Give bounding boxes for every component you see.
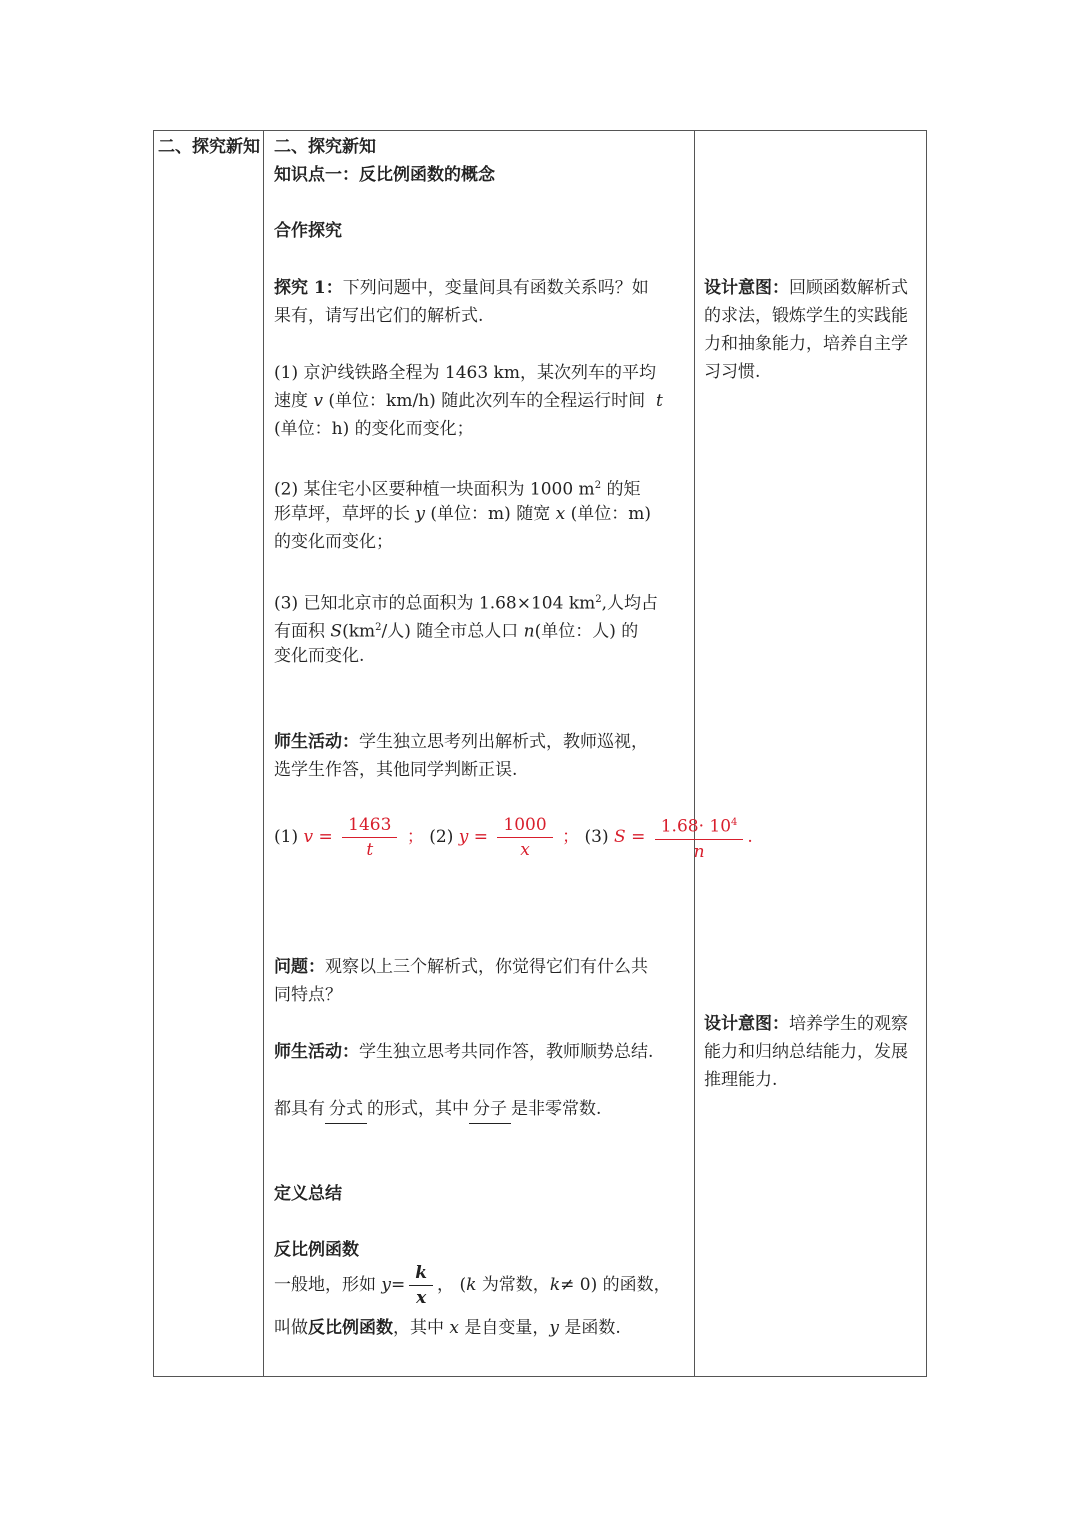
def-var-k-2: k	[549, 1275, 561, 1295]
q2-text-a: (2) 某住宅小区要种植一块面积为 1000 m	[274, 479, 595, 500]
definition-line-1	[274, 1259, 689, 1311]
explore-line-1	[274, 274, 689, 302]
answer-1-numerator: 1463	[342, 813, 397, 838]
q3-line-1	[274, 586, 689, 618]
q3-text-e: /人) 随全市总人口	[381, 621, 519, 642]
def-eq: =	[391, 1275, 406, 1295]
question-line-1	[274, 953, 689, 981]
answer-3-numerator	[655, 811, 744, 840]
note2-text: 培养学生的观察能力和归纳总结能力，发展推理能力.	[704, 1014, 908, 1090]
q2-text-c: 形草坪，草坪的长	[274, 504, 410, 524]
q1-var-t: t	[656, 391, 663, 411]
q2-line-2	[274, 500, 689, 528]
stage-label: 二、探究新知	[158, 137, 260, 157]
summary-blank-2: 分子	[469, 1095, 511, 1124]
answer-3-num-sup: 4	[731, 817, 738, 829]
answer-1-eq: =	[318, 827, 333, 847]
q2-text-d: (单位：m) 随宽	[430, 504, 551, 524]
answer-sep-2: ；	[562, 827, 580, 847]
question-line-2: 同特点？	[274, 985, 342, 1005]
def-numerator: k	[409, 1261, 433, 1286]
q1-text-a: 速度	[274, 391, 308, 411]
answer-3-denominator: n	[693, 841, 705, 862]
answer-2-denominator: x	[520, 840, 530, 860]
q3-var-s: S	[330, 621, 343, 642]
q3-sup-2: 2	[375, 622, 382, 633]
coop-title: 合作探究	[274, 221, 342, 241]
design-note-2	[704, 1010, 919, 1094]
def-var-x: x	[449, 1318, 459, 1338]
answer-2-label: (2)	[429, 827, 454, 847]
activity2-label: 师生活动：	[274, 1042, 359, 1062]
q3-line-2	[274, 614, 689, 646]
q2-var-y: y	[415, 504, 426, 524]
summary-text-c: 是非零常数.	[511, 1099, 602, 1119]
summary-blank-1: 分式	[325, 1095, 367, 1124]
column-divider-1	[263, 131, 264, 1376]
answer-3-label: (3)	[584, 827, 609, 847]
answer-sep-1: ；	[406, 827, 424, 847]
def-text-d: ≠ 0) 的函数，	[560, 1275, 671, 1295]
question-label: 问题：	[274, 957, 325, 977]
activity1-line-2: 选学生作答，其他同学判断正误.	[274, 760, 518, 780]
summary-line	[274, 1095, 689, 1124]
q3-text-d: (km	[342, 621, 376, 642]
def-denominator: x	[416, 1288, 427, 1308]
def-text-g: 是自变量，	[464, 1318, 550, 1338]
def-text-f: ，其中	[393, 1318, 444, 1338]
activity1-text-1: 学生独立思考列出解析式，教师巡视，	[359, 732, 648, 752]
q2-var-x: x	[555, 504, 566, 524]
definition-title: 定义总结	[274, 1184, 342, 1204]
def-term: 反比例函数	[308, 1318, 393, 1338]
q2-text-b: 的矩	[601, 479, 641, 500]
q2-sup: 2	[594, 480, 602, 491]
explore-text-1: 下列问题中，变量间具有函数关系吗？如	[342, 278, 649, 298]
q3-text-f: (单位：人) 的	[534, 621, 639, 642]
activity2-text: 学生独立思考共同作答，教师顺势总结.	[359, 1042, 654, 1062]
summary-text-a: 都具有	[274, 1099, 325, 1119]
q1-var-v: v	[313, 391, 324, 411]
activity1-line-1	[274, 728, 689, 756]
answer-3-var: S	[614, 827, 626, 847]
answer-3-dot: .	[747, 827, 753, 847]
q3-line-3: 变化而变化.	[274, 646, 365, 666]
q2-line-1	[274, 472, 689, 504]
design-note-1	[704, 274, 919, 386]
stage-cell	[154, 131, 264, 161]
q1-line-2	[274, 387, 689, 415]
def-text-e: 叫做	[274, 1318, 308, 1338]
answer-2-eq: =	[473, 827, 489, 847]
activity1-label: 师生活动：	[274, 732, 359, 752]
q3-var-n: n	[523, 621, 535, 642]
q3-text-c: 有面积	[274, 621, 325, 642]
def-fraction	[409, 1261, 433, 1310]
answer-1-denominator: t	[366, 840, 374, 860]
answer-2-var: y	[458, 827, 469, 847]
explore-line-2: 果有，请写出它们的解析式.	[274, 306, 484, 326]
answer-1-fraction	[342, 813, 397, 862]
def-var-y: y	[381, 1275, 392, 1295]
note1-text: 回顾函数解析式的求法，锻炼学生的实践能力和抽象能力，培养自主学习习惯.	[704, 278, 908, 382]
question-text-1: 观察以上三个解析式，你觉得它们有什么共	[325, 957, 648, 977]
q1-text-b: (单位：km/h) 随此次列车的全程运行时间	[328, 391, 646, 411]
answer-3-eq: =	[631, 827, 646, 847]
answer-3-num-text: 1.68· 10	[660, 816, 732, 837]
q3-text-b: ,人均占	[601, 593, 659, 614]
def-var-y-2: y	[549, 1318, 560, 1338]
def-text-b: ， (	[437, 1275, 467, 1295]
answer-2-numerator: 1000	[497, 813, 552, 838]
q1-line-1: (1) 京沪线铁路全程为 1463 km，某次列车的平均	[274, 363, 656, 383]
summary-text-b: 的形式，其中	[367, 1099, 469, 1119]
answer-1-var: v	[303, 827, 314, 847]
section-heading: 二、探究新知	[274, 137, 376, 157]
def-text-h: 是函数.	[564, 1318, 621, 1338]
def-text-a: 一般地，形如	[274, 1275, 376, 1295]
q3-sup: 2	[595, 594, 602, 605]
def-text-c: 为常数，	[481, 1275, 550, 1295]
q3-text-a: (3) 已知北京市的总面积为 1.68×104 km	[274, 593, 596, 614]
definition-line-2	[274, 1314, 689, 1342]
activity2-line	[274, 1038, 689, 1066]
answer-2-fraction	[497, 813, 552, 862]
q1-line-3: (单位：h) 的变化而变化；	[274, 419, 474, 439]
q2-line-3: 的变化而变化；	[274, 532, 393, 552]
function-title: 反比例函数	[274, 1240, 359, 1260]
answer-1-label: (1)	[274, 827, 299, 847]
note2-label: 设计意图：	[704, 1014, 789, 1034]
explore-label: 探究 1：	[274, 278, 343, 298]
def-var-k: k	[466, 1275, 477, 1295]
point-title: 知识点一：反比例函数的概念	[274, 165, 495, 185]
note1-label: 设计意图：	[704, 278, 789, 298]
lesson-table	[153, 130, 927, 1377]
answer-3-fraction	[655, 811, 744, 864]
q2-text-e: (单位：m)	[570, 504, 652, 524]
column-divider-2	[694, 131, 695, 1376]
